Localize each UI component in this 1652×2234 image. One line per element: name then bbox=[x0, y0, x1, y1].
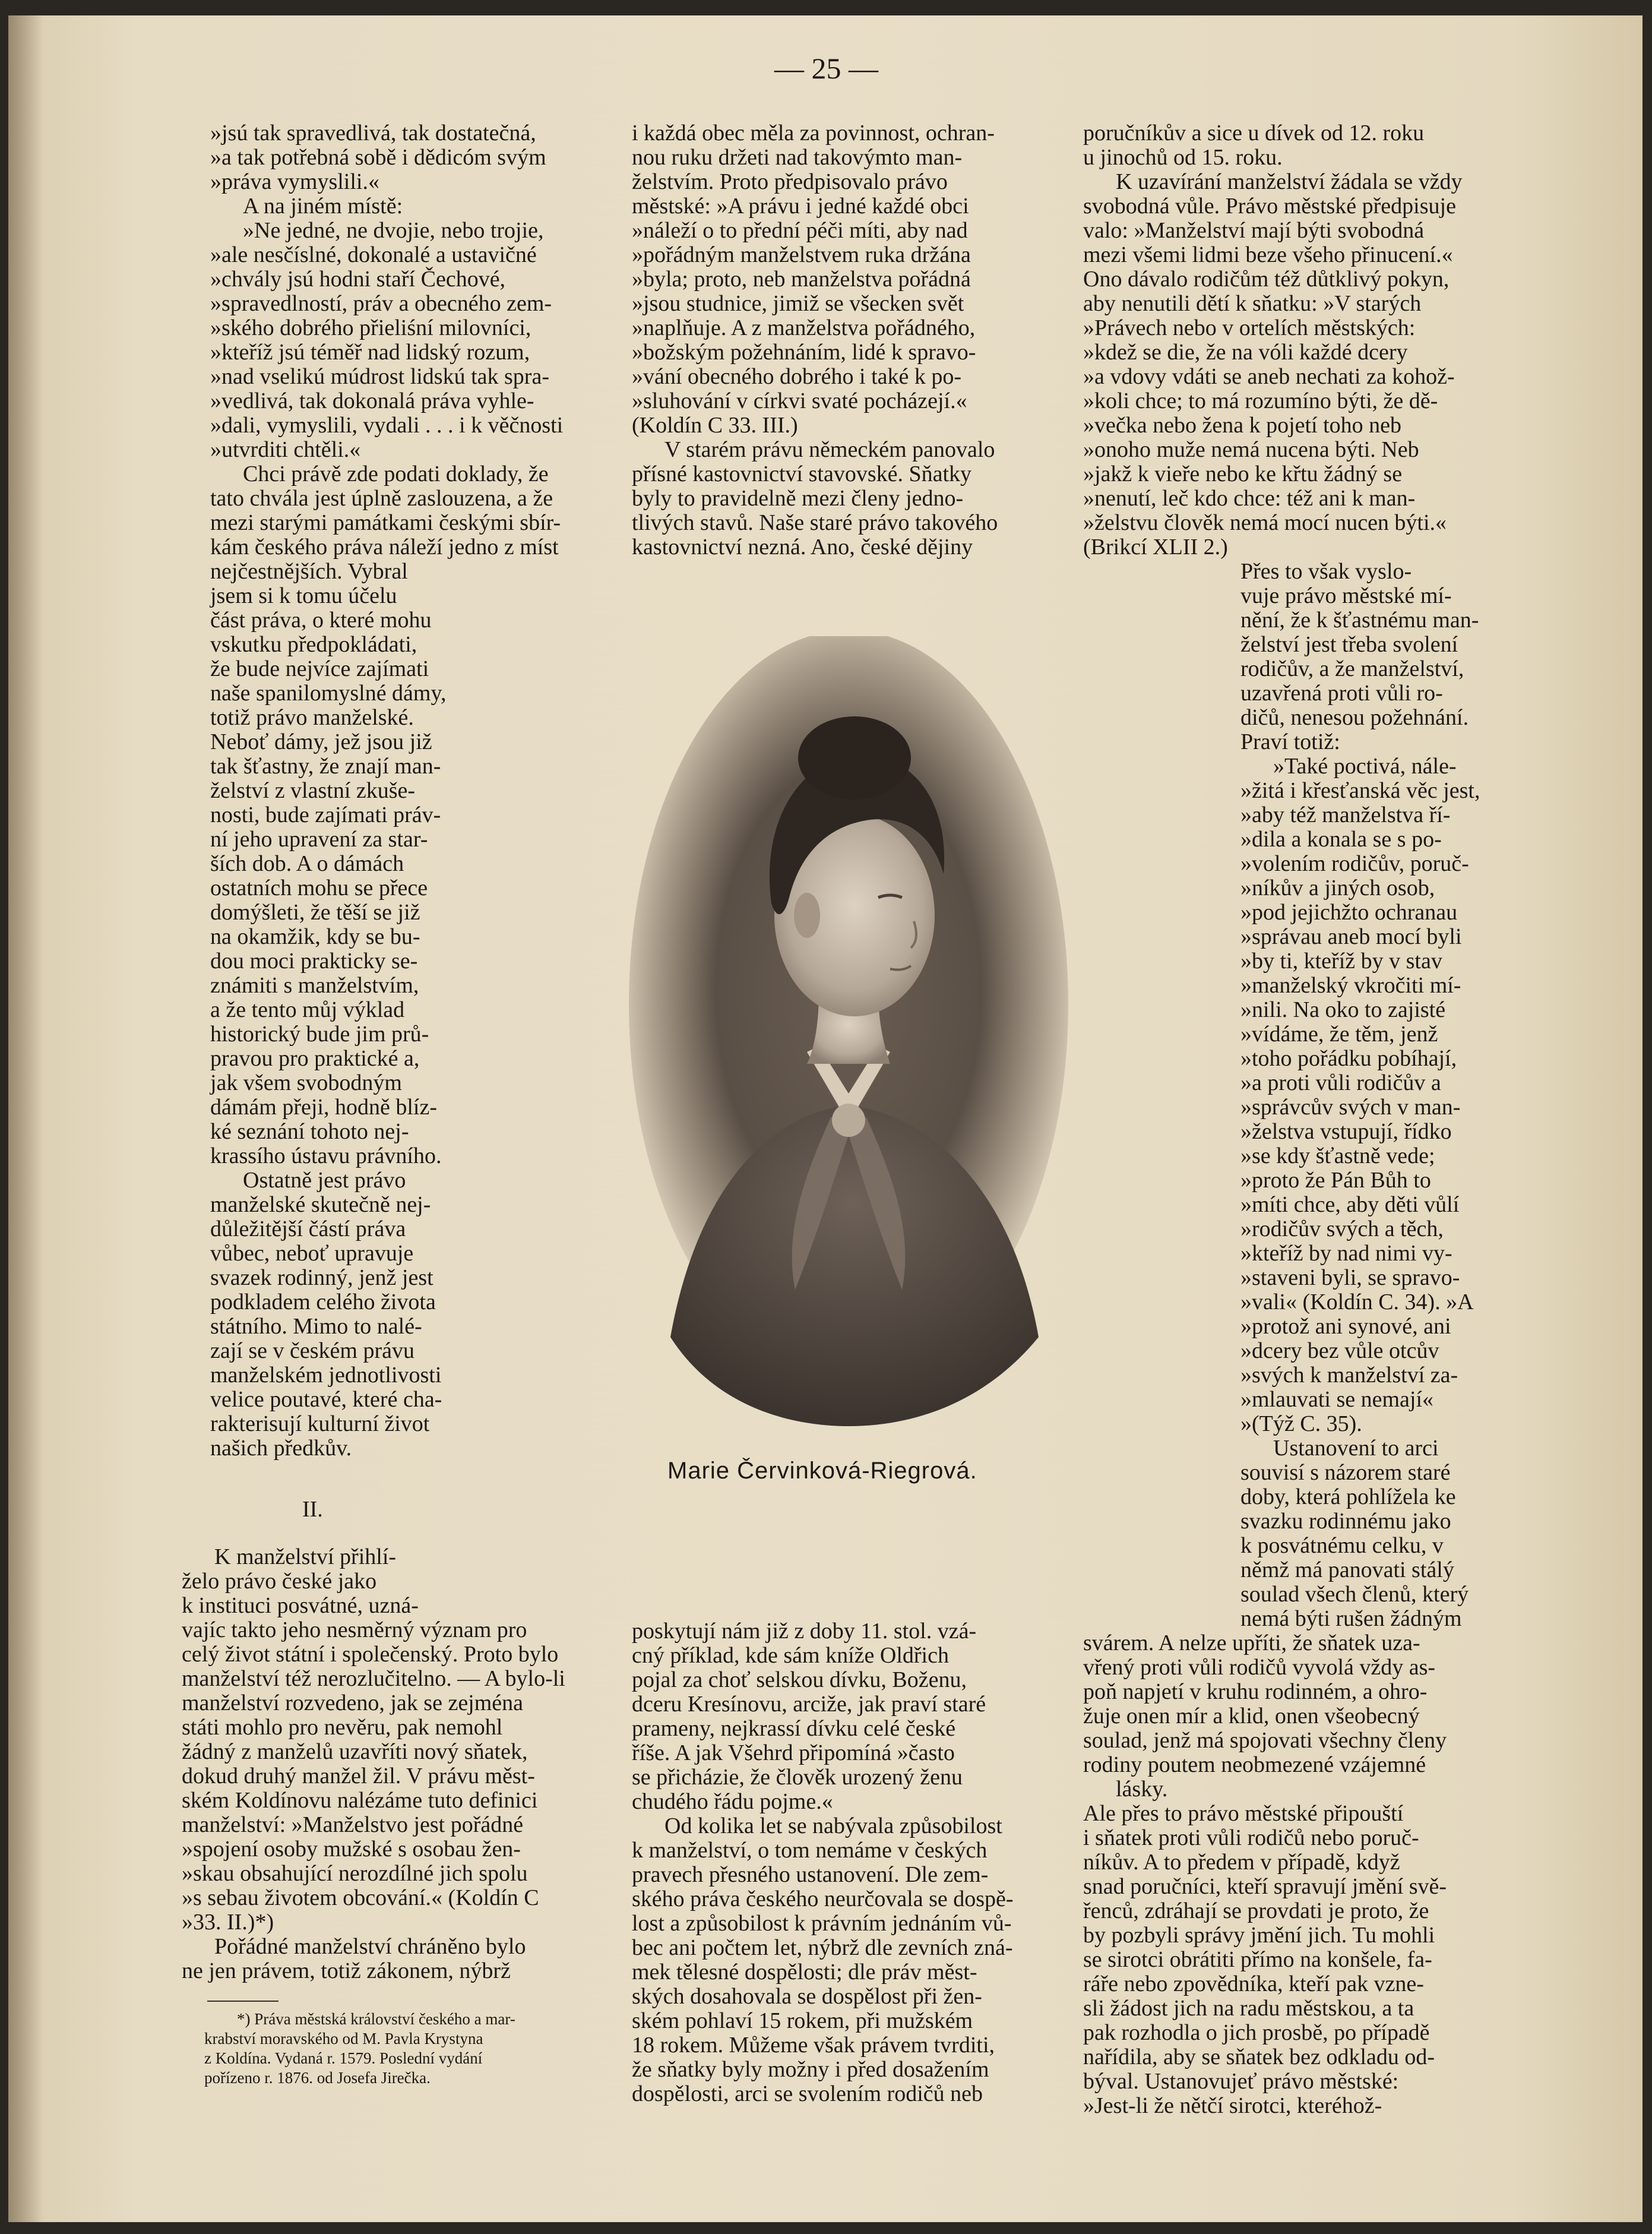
text-line: k posvátnému celku, v bbox=[1240, 1533, 1444, 1558]
text-line: »protož ani synové, ani bbox=[1240, 1314, 1451, 1339]
text-line: »spravedlností, práv a obecného zem- bbox=[210, 291, 552, 316]
text-line: mezi všemi lidmi beze všeho přinucení.« bbox=[1083, 242, 1453, 267]
text-line: »vídáme, že těm, jenž bbox=[1240, 1022, 1438, 1047]
text-line: »mlauvati se nemají« bbox=[1240, 1387, 1434, 1412]
text-line: nou ruku držeti nad takovýmto man- bbox=[632, 145, 963, 170]
text-line: K manželství přihlí- bbox=[214, 1544, 397, 1569]
text-line: »a proti vůli rodičův a bbox=[1240, 1070, 1441, 1095]
text-line: (Brikcí XLII 2.) bbox=[1083, 535, 1228, 560]
text-line: »koli chce; to má rozumíno býti, že dě- bbox=[1083, 388, 1438, 413]
text-line: podkladem celého života bbox=[210, 1290, 436, 1315]
text-line: domýšleti, že těší se již bbox=[210, 900, 420, 925]
text-line: zají se v českém právu bbox=[210, 1338, 414, 1363]
text-line: ostatních mohu se přece bbox=[210, 876, 428, 900]
text-line: krabství moravského od M. Pavla Krystyna bbox=[204, 2030, 483, 2047]
page-number: — 25 — bbox=[774, 52, 878, 85]
text-line: známiti s manželstvím, bbox=[210, 973, 419, 998]
text-line: jak všem svobodným bbox=[210, 1070, 402, 1095]
text-line: nejčestnějších. Vybral bbox=[210, 559, 408, 584]
text-line: dokud druhý manžel žil. V právu měst- bbox=[182, 1764, 535, 1789]
text-line: »jsou studnice, jimiž se všecken svět bbox=[632, 291, 964, 316]
text-line: státi mohlo pro nevěru, pak nemohl bbox=[182, 1715, 503, 1740]
text-line: historický bude jim prů- bbox=[210, 1022, 429, 1047]
text-line: želství jest třeba svolení bbox=[1240, 632, 1458, 657]
text-line: rodičův, a že manželství, bbox=[1240, 656, 1464, 681]
text-line: »večka nebo žena k pojetí toho neb bbox=[1083, 413, 1402, 438]
text-line: želstvím. Proto předpisovalo právo bbox=[632, 169, 948, 194]
text-line: Od kolika let se nabývala způsobilost bbox=[664, 1813, 1002, 1838]
text-line: »náleží o to přední péči míti, aby nad bbox=[632, 218, 968, 243]
text-line: nosti, bude zajímati práv- bbox=[210, 802, 441, 827]
text-line: »želstvu člověk nemá mocí nucen býti.« bbox=[1083, 510, 1447, 535]
text-line: »kteříž by nad nimi vy- bbox=[1240, 1241, 1452, 1266]
text-line: valo: »Manželství mají býti svobodná bbox=[1083, 218, 1425, 243]
text-line: pak rozhodla o jich prosbě, po případě bbox=[1083, 2020, 1430, 2045]
text-line: »dila a konala se s po- bbox=[1240, 827, 1442, 852]
text-line: byly to pravidelně mezi členy jedno- bbox=[632, 486, 964, 511]
text-line: »míti chce, aby děti vůlí bbox=[1240, 1192, 1460, 1217]
text-line: »s sebau životem obcování.« (Koldín C bbox=[182, 1885, 539, 1910]
text-line: vskutku předpokládati, bbox=[210, 632, 417, 657]
text-line: ských dosahovala se dospělost při žen- bbox=[632, 1984, 982, 2009]
text-line: mek tělesné dospělosti; dle práv měst- bbox=[632, 1960, 977, 1985]
text-line: že bude nejvíce zajímati bbox=[210, 656, 429, 681]
text-line: se přicházie, že člověk urozený ženu bbox=[632, 1765, 963, 1790]
text-line: ne jen právem, totiž zákonem, nýbrž bbox=[182, 1958, 511, 1983]
text-line: lost a způsobilost k právním jednáním vů- bbox=[632, 1911, 1012, 1936]
text-line: »Jest-li že nětčí sirotci, kteréhož- bbox=[1083, 2093, 1382, 2118]
text-line: na okamžik, kdy se bu- bbox=[210, 924, 420, 949]
text-line: »Ne jedné, ne dvojie, nebo trojie, bbox=[243, 218, 544, 243]
text-line: »dali, vymyslili, vydali . . . i k věčnosti bbox=[210, 413, 564, 438]
text-line: »aby též manželstva ří- bbox=[1240, 802, 1451, 827]
text-line: želství z vlastní zkuše- bbox=[210, 778, 416, 803]
text-line: manželství rozvedeno, jak se zejména bbox=[182, 1690, 524, 1715]
text-line: rakterisují kulturní život bbox=[210, 1411, 430, 1436]
text-line: ších dob. A o dámách bbox=[210, 851, 404, 876]
text-line: »skau obsahující nerozdílné jich spolu bbox=[182, 1861, 528, 1886]
text-line: i každá obec měla za povinnost, ochran- bbox=[632, 121, 995, 146]
text-line: »manželský vkročiti mí- bbox=[1240, 973, 1461, 998]
text-line: želo právo české jako bbox=[182, 1569, 377, 1594]
column-middle-part2 bbox=[632, 1619, 1059, 2106]
text-line: »práva vymyslili.« bbox=[210, 169, 379, 194]
text-line: že sňatky byly možny i před dosažením bbox=[632, 2057, 989, 2082]
text-line: níkův. A to předem v případě, když bbox=[1083, 1850, 1400, 1875]
text-line: mezi starými památkami českými sbír- bbox=[210, 510, 561, 535]
text-line: V starém právu německém panovalo bbox=[664, 437, 995, 462]
text-line: »onoho muže nemá nucena býti. Neb bbox=[1083, 437, 1419, 462]
text-line: »a tak potřebná sobě i dědicóm svým bbox=[210, 145, 546, 170]
text-line: lásky. bbox=[1116, 1777, 1168, 1802]
text-line: »božským požehnáním, lidé k spravo- bbox=[632, 340, 976, 365]
text-line: Chci právě zde podati doklady, že bbox=[243, 462, 549, 486]
text-line: poň napjetí v kruhu rodinném, a ohro- bbox=[1083, 1679, 1428, 1704]
text-line: Přes to však vyslo- bbox=[1240, 559, 1412, 584]
text-line: důležitější částí práva bbox=[210, 1216, 406, 1241]
text-line: svobodná vůle. Právo městské předpisuje bbox=[1083, 194, 1456, 219]
text-line: žádný z manželů uzavříti nový sňatek, bbox=[182, 1739, 528, 1764]
text-line: k manželství, o tom nemáme v českých bbox=[632, 1838, 988, 1863]
portrait-caption: Marie Červinková-Riegrová. bbox=[667, 1458, 977, 1484]
text-line: k instituci posvátné, uzná- bbox=[182, 1593, 419, 1618]
text-line: Ustanovení to arci bbox=[1273, 1436, 1439, 1461]
text-line: ském pohlaví 15 rokem, při mužském bbox=[632, 2008, 973, 2033]
text-line: městské: »A právu i jedné každé obci bbox=[632, 194, 969, 219]
column-middle bbox=[632, 121, 1059, 560]
text-line: »kdež se die, že na vóli každé dcery bbox=[1083, 340, 1408, 365]
text-line: svárem. A nelze upříti, že sňatek uza- bbox=[1083, 1631, 1420, 1655]
text-line: aby nenutili dětí k sňatku: »V starých bbox=[1083, 291, 1422, 316]
text-line: prameny, nejkrassí dívku celé české bbox=[632, 1716, 956, 1741]
text-line: »pořádným manželstvem ruka držána bbox=[632, 242, 971, 267]
text-line: jsem si k tomu účelu bbox=[210, 583, 397, 608]
text-line: »(Týž C. 35). bbox=[1240, 1411, 1362, 1436]
text-line: z Koldína. Vydaná r. 1579. Poslední vydání bbox=[204, 2049, 483, 2067]
text-line: svazku rodinnému jako bbox=[1240, 1509, 1451, 1534]
text-line: »ského dobrého přieliśní milovníci, bbox=[210, 315, 531, 340]
text-line: část práva, o které mohu bbox=[210, 608, 432, 633]
text-line: »želstva vstupují, řídko bbox=[1240, 1119, 1452, 1144]
text-line: »Také poctivá, nále- bbox=[1273, 754, 1457, 779]
text-line: »rodičův svých a těch, bbox=[1240, 1216, 1444, 1241]
text-line: velice poutavé, které cha- bbox=[210, 1387, 442, 1412]
text-line: manželském jednotlivosti bbox=[210, 1363, 442, 1388]
text-line: totiž právo manželské. bbox=[210, 705, 414, 730]
footnote-rule bbox=[207, 2001, 279, 2002]
text-line: snad poručníci, kteří spravují jmění svě- bbox=[1083, 1874, 1447, 1899]
text-line: sli žádost jich na radu městskou, a ta bbox=[1083, 1996, 1414, 2021]
text-line: »vali« (Koldín C. 34). »A bbox=[1240, 1290, 1474, 1315]
text-line: i sňatek proti vůli rodičů nebo poruč- bbox=[1083, 1825, 1419, 1850]
text-line: chudého řádu pojme.« bbox=[632, 1789, 833, 1814]
text-line: našich předkův. bbox=[210, 1436, 352, 1461]
text-line: žuje onen mír a klid, onen všeobecný bbox=[1083, 1704, 1420, 1729]
text-line: »nad vselikú múdrost lidskú tak spra- bbox=[210, 364, 549, 389]
text-line: 18 rokem. Můžeme však právem tvrditi, bbox=[632, 2033, 995, 2058]
text-line: Ale přes to právo městské připouští bbox=[1083, 1801, 1404, 1826]
text-line: vřený proti vůli rodičů vyvolá vždy as- bbox=[1083, 1655, 1436, 1680]
text-line: »jsú tak spravedlivá, tak dostatečná, bbox=[210, 121, 536, 146]
text-line: tlivých stavů. Naše staré právo takového bbox=[632, 510, 998, 535]
text-line: bec ani počtem let, nýbrž dle zevních zná- bbox=[632, 1935, 1013, 1960]
text-line: »volením rodičův, poruč- bbox=[1240, 851, 1469, 876]
text-line: říše. A jak Všehrd připomíná »často bbox=[632, 1740, 955, 1765]
text-line: uzavřená proti vůli ro- bbox=[1240, 681, 1443, 706]
text-line: Ostatně jest právo bbox=[243, 1168, 406, 1193]
text-line: Ono dávalo rodičům též důtklivý pokyn, bbox=[1083, 267, 1450, 292]
text-line: »jakž k vieře nebo ke křtu žádný se bbox=[1083, 462, 1403, 486]
text-line: kastovnictví nezná. Ano, české dějiny bbox=[632, 535, 973, 560]
page-gutter-shadow bbox=[8, 15, 44, 2222]
text-line: nařídila, aby se sňatek bez odkladu od- bbox=[1083, 2045, 1435, 2069]
text-line: Praví totiž: bbox=[1240, 729, 1340, 754]
text-line: svazek rodinný, jenž jest bbox=[210, 1265, 433, 1290]
portrait-image bbox=[629, 636, 1068, 1456]
text-line: »pod jejichžto ochranau bbox=[1240, 900, 1458, 925]
text-line: »spojení osoby mužské s osobau žen- bbox=[182, 1837, 521, 1862]
text-line: »vání obecného dobrého i také k po- bbox=[632, 364, 962, 389]
text-line: vůbec, neboť upravuje bbox=[210, 1241, 414, 1266]
text-line: »nenutí, leč kdo chce: též ani k man- bbox=[1083, 486, 1416, 511]
newspaper-page bbox=[8, 15, 1642, 2222]
text-line: přísné kastovnictví stavovské. Sňatky bbox=[632, 462, 972, 486]
text-line: by pozbyli správy jmění jich. Tu mohli bbox=[1083, 1923, 1435, 1948]
text-line: pravech přesného ustanovení. Dle zem- bbox=[632, 1862, 989, 1887]
text-line: pojal za choť selskou dívku, Boženu, bbox=[632, 1667, 967, 1692]
text-line: »chvály jsú hodni staří Čechové, bbox=[210, 267, 506, 292]
text-line: a že tento můj výklad bbox=[210, 997, 405, 1022]
text-line: celý život státní i společenský. Proto bylo bbox=[182, 1642, 559, 1667]
text-line: řenců, zdráhají se provdati je proto, že bbox=[1083, 1898, 1429, 1923]
text-line: němž má panovati stálý bbox=[1240, 1557, 1454, 1582]
text-line: »ale nesčíslné, dokonalé a ustavičné bbox=[210, 242, 537, 267]
text-line: soulad všech členů, který bbox=[1240, 1582, 1469, 1607]
text-line: »žitá i křesťanská věc jest, bbox=[1240, 778, 1480, 803]
text-line: »se kdy šťastně vede; bbox=[1240, 1143, 1435, 1168]
text-line: »toho pořádku pobíhají, bbox=[1240, 1046, 1457, 1071]
text-line: »správau aneb mocí byli bbox=[1240, 924, 1462, 949]
text-line: Pořádné manželství chráněno bylo bbox=[214, 1934, 526, 1959]
text-line: ském Koldínovu nalézáme tuto definici bbox=[182, 1788, 538, 1813]
text-line: »33. II.)*) bbox=[182, 1910, 274, 1935]
text-line: »nili. Na oko to zajisté bbox=[1240, 997, 1446, 1022]
text-line: pořízeno r. 1876. od Josefa Jirečka. bbox=[204, 2069, 431, 2087]
text-line: kám českého práva náleží jedno z míst bbox=[210, 535, 559, 560]
text-line: ní jeho upravení za star- bbox=[210, 827, 428, 852]
text-line: souvisí s názorem staré bbox=[1240, 1460, 1451, 1485]
text-line: tato chvála jest úplně zaslouzena, a že bbox=[210, 486, 553, 511]
text-line: »utvrditi chtěli.« bbox=[210, 437, 361, 462]
text-line: »svých k manželství za- bbox=[1240, 1363, 1458, 1388]
text-line: krassího ústavu právního. bbox=[210, 1143, 442, 1168]
text-line: dičů, nenesou požehnání. bbox=[1240, 705, 1469, 730]
text-line: u jinochů od 15. roku. bbox=[1083, 145, 1283, 170]
text-line: nemá býti rušen žádným bbox=[1240, 1606, 1462, 1631]
text-line: ké seznání tohoto nej- bbox=[210, 1119, 409, 1144]
text-line: A na jiném místě: bbox=[243, 194, 403, 219]
text-line: manželství též nerozlučitelno. — A bylo-li bbox=[182, 1666, 565, 1691]
text-line: »Právech nebo v ortelích městských: bbox=[1083, 315, 1416, 340]
text-line: »kteříž jsú téměř nad lidský rozum, bbox=[210, 340, 530, 365]
column-left bbox=[210, 121, 614, 1461]
text-line: »dcery bez vůle otcův bbox=[1240, 1338, 1439, 1363]
text-line: státního. Mimo to nalé- bbox=[210, 1314, 422, 1339]
text-line: *) Práva městská království českého a mar- bbox=[237, 2010, 515, 2028]
text-line: doby, která pohlížela ke bbox=[1240, 1484, 1456, 1509]
text-line: tak šťastny, že znají man- bbox=[210, 754, 441, 779]
text-line: soulad, jenž má spojovati všechny členy bbox=[1083, 1728, 1447, 1753]
text-line: ského práva českého neurčovala se dospě- bbox=[632, 1887, 1014, 1911]
text-line: »vedlivá, tak dokonalá práva vyhle- bbox=[210, 388, 534, 413]
text-line: »naplňuje. A z manželstva pořádného, bbox=[632, 315, 976, 340]
text-line: se sirotci obrátiti přímo na konšele, fa- bbox=[1083, 1947, 1432, 1972]
column-right bbox=[1083, 121, 1499, 2118]
column-left-part2 bbox=[182, 1545, 615, 1983]
footnote bbox=[204, 2009, 515, 2088]
text-line: K uzavírání manželství žádala se vždy bbox=[1116, 169, 1463, 194]
text-line: »níkův a jiných osob, bbox=[1240, 876, 1435, 900]
text-line: »byla; proto, neb manželstva pořádná bbox=[632, 267, 971, 292]
text-line: nění, že k šťastnému man- bbox=[1240, 608, 1479, 633]
text-line: ráře nebo zpovědníka, kteří pak vzne- bbox=[1083, 1971, 1424, 1996]
text-line: naše spanilomyslné dámy, bbox=[210, 681, 447, 706]
text-line: vajíc takto jeho nesměrný význam pro bbox=[182, 1617, 527, 1642]
section-heading: II. bbox=[302, 1497, 323, 1522]
text-line: cný příklad, kde sám kníže Oldřich bbox=[632, 1643, 949, 1668]
text-line: »by ti, kteříž by v stav bbox=[1240, 949, 1442, 974]
text-line: manželství: »Manželstvo jest pořádné bbox=[182, 1812, 524, 1837]
text-line: »správcův svých v man- bbox=[1240, 1095, 1461, 1120]
text-line: »sluhování v církvi svaté pocházejí.« bbox=[632, 388, 967, 413]
text-line: dospělosti, arci se svolením rodičů neb bbox=[632, 2081, 983, 2106]
text-line: manželské skutečně nej- bbox=[210, 1192, 431, 1217]
text-line: vuje právo městské mí- bbox=[1240, 583, 1452, 608]
text-line: dceru Kresínovu, arciže, jak praví staré bbox=[632, 1692, 986, 1717]
text-line: »a vdovy vdáti se aneb nechati za kohož- bbox=[1083, 364, 1455, 389]
text-line: rodiny poutem neobmezené vzájemné bbox=[1083, 1752, 1426, 1777]
text-line: Neboť dámy, jež jsou již bbox=[210, 729, 432, 754]
text-line: dámám přeji, hodně blíz- bbox=[210, 1095, 437, 1120]
text-line: »staveni byli, se spravo- bbox=[1240, 1265, 1460, 1290]
text-line: býval. Ustanovujeť právo městské: bbox=[1083, 2069, 1399, 2094]
text-line: (Koldín C 33. III.) bbox=[632, 413, 798, 438]
text-line: poskytují nám již z doby 11. stol. vzá- bbox=[632, 1619, 977, 1644]
text-line: poručníkův a sice u dívek od 12. roku bbox=[1083, 121, 1425, 146]
text-line: »proto že Pán Bůh to bbox=[1240, 1168, 1431, 1193]
text-line: dou moci prakticky se- bbox=[210, 949, 418, 974]
text-line: pravou pro praktické a, bbox=[210, 1046, 420, 1071]
